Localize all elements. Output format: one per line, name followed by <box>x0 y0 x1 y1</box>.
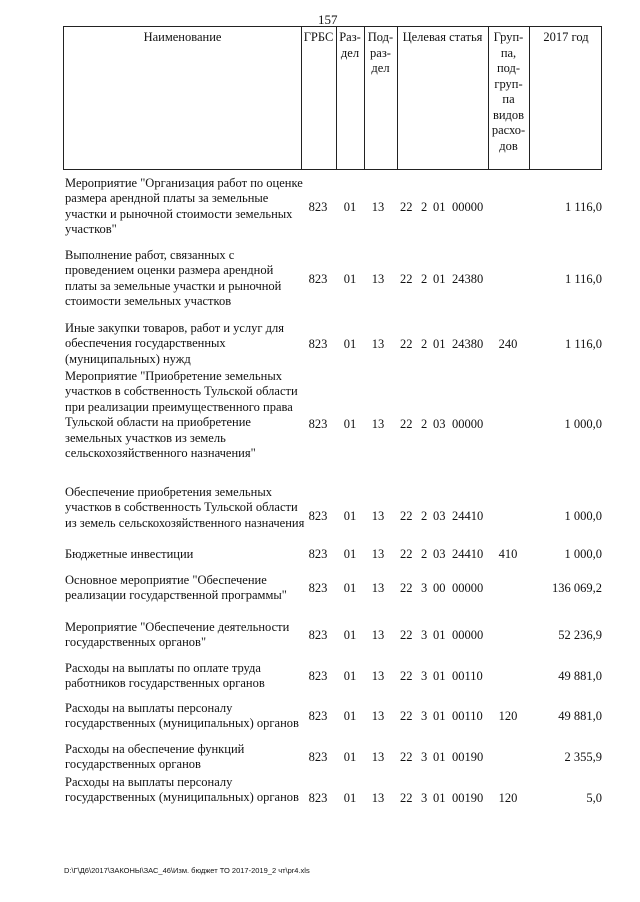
target-article-program: 22 <box>400 417 413 431</box>
target-article-event: 03 <box>433 509 446 523</box>
expense-group-cell: 120 <box>498 791 518 805</box>
target-article-direction: 24410 <box>452 547 484 561</box>
razdel-cell: 01 <box>343 200 357 214</box>
target-article-program: 22 <box>400 547 413 561</box>
amount-cell: 1 000,0 <box>564 547 602 561</box>
grbs-cell: 823 <box>308 200 328 214</box>
target-article-program: 22 <box>400 669 413 683</box>
amount-cell: 5,0 <box>586 791 602 805</box>
target-article-program: 22 <box>400 628 413 642</box>
row-name: Расходы на обеспечение функций государственных органов <box>65 742 245 772</box>
row-name: Бюджетные инвестиции <box>65 547 194 561</box>
amount-cell: 136 069,2 <box>552 581 602 595</box>
target-article-program: 22 <box>400 337 413 351</box>
target-article-direction: 00000 <box>452 417 484 431</box>
amount-cell: 2 355,9 <box>564 750 602 764</box>
target-article-direction: 00000 <box>452 581 484 595</box>
razdel-cell: 01 <box>343 417 357 431</box>
target-article-event: 03 <box>433 417 446 431</box>
column-divider <box>301 27 302 169</box>
header-target-article: Целевая статья <box>402 30 483 44</box>
target-article-subprogram: 2 <box>421 547 428 561</box>
podrazdel-cell: 13 <box>371 417 385 431</box>
target-article-event: 01 <box>433 791 446 805</box>
target-article-event: 01 <box>433 337 446 351</box>
target-article-program: 22 <box>400 581 413 595</box>
target-article-program: 22 <box>400 791 413 805</box>
target-article-event: 01 <box>433 200 446 214</box>
grbs-cell: 823 <box>308 417 328 431</box>
page-number: 157 <box>318 12 338 27</box>
header-grbs: ГРБС <box>303 30 334 44</box>
podrazdel-cell: 13 <box>371 509 385 523</box>
row-name: Расходы на выплаты по оплате труда работников государственных органов <box>65 661 265 691</box>
target-article-subprogram: 2 <box>421 337 428 351</box>
row-name: Расходы на выплаты персоналу государственных (муниципальных) органов <box>65 701 299 731</box>
target-article-subprogram: 2 <box>421 200 428 214</box>
podrazdel-cell: 13 <box>371 628 385 642</box>
grbs-cell: 823 <box>308 750 328 764</box>
target-article-program: 22 <box>400 709 413 723</box>
row-name: Мероприятие "Приобретение земельных участков в собственность Тульской области при реализации преимущественного права Тульской области на приобретение земельных участков из земель сельскохозяйственного назначения" <box>65 369 298 461</box>
target-article-event: 03 <box>433 547 446 561</box>
column-divider <box>529 27 530 169</box>
grbs-cell: 823 <box>308 272 328 286</box>
expense-group-cell: 410 <box>498 547 518 561</box>
column-divider <box>397 27 398 169</box>
podrazdel-cell: 13 <box>371 669 385 683</box>
target-article-program: 22 <box>400 509 413 523</box>
grbs-cell: 823 <box>308 547 328 561</box>
target-article-direction: 00000 <box>452 628 484 642</box>
expense-group-cell: 240 <box>498 337 518 351</box>
amount-cell: 1 000,0 <box>564 417 602 431</box>
file-path-footer: D:\Г\Д6\2017\ЗАКОНЫ\ЗАС_46\Изм. бюджет ТО 2017-2019_2 чт\pr4.xls <box>64 866 310 875</box>
target-article-event: 01 <box>433 628 446 642</box>
row-name: Основное мероприятие "Обеспечение реализации государственной программы" <box>65 573 287 603</box>
amount-cell: 1 116,0 <box>564 337 602 351</box>
row-name: Мероприятие "Организация работ по оценке размера арендной платы за земельные участки и рыночной стоимости земельных участков" <box>65 176 303 237</box>
target-article-event: 01 <box>433 709 446 723</box>
podrazdel-cell: 13 <box>371 337 385 351</box>
podrazdel-cell: 13 <box>371 709 385 723</box>
target-article-direction: 00110 <box>452 709 483 723</box>
podrazdel-cell: 13 <box>371 581 385 595</box>
target-article-direction: 00110 <box>452 669 483 683</box>
target-article-program: 22 <box>400 200 413 214</box>
target-article-event: 00 <box>433 581 446 595</box>
podrazdel-cell: 13 <box>371 791 385 805</box>
target-article-direction: 24380 <box>452 337 484 351</box>
podrazdel-cell: 13 <box>371 750 385 764</box>
podrazdel-cell: 13 <box>371 272 385 286</box>
target-article-subprogram: 2 <box>421 417 428 431</box>
amount-cell: 1 116,0 <box>564 200 602 214</box>
target-article-event: 01 <box>433 669 446 683</box>
amount-cell: 52 236,9 <box>558 628 602 642</box>
razdel-cell: 01 <box>343 337 357 351</box>
razdel-cell: 01 <box>343 669 357 683</box>
row-name: Обеспечение приобретения земельных участков в собственность Тульской области из земель сельскохозяйственного назначения <box>65 485 305 530</box>
amount-cell: 1 116,0 <box>564 272 602 286</box>
podrazdel-cell: 13 <box>371 200 385 214</box>
header-podrazdel: Под- раз- дел <box>367 30 394 75</box>
amount-cell: 1 000,0 <box>564 509 602 523</box>
razdel-cell: 01 <box>343 628 357 642</box>
target-article-direction: 00190 <box>452 791 484 805</box>
target-article-program: 22 <box>400 750 413 764</box>
table-header <box>63 26 602 170</box>
razdel-cell: 01 <box>343 547 357 561</box>
razdel-cell: 01 <box>343 272 357 286</box>
target-article-subprogram: 2 <box>421 509 428 523</box>
header-razdel: Раз- дел <box>339 30 361 60</box>
grbs-cell: 823 <box>308 669 328 683</box>
target-article-direction: 24380 <box>452 272 484 286</box>
grbs-cell: 823 <box>308 581 328 595</box>
header-year: 2017 год <box>543 30 589 44</box>
header-expense-group: Груп- па, под- груп- па видов расхо- дов <box>491 30 526 153</box>
target-article-subprogram: 3 <box>421 669 428 683</box>
target-article-subprogram: 3 <box>421 791 428 805</box>
target-article-subprogram: 3 <box>421 709 428 723</box>
row-name: Мероприятие "Обеспечение деятельности государственных органов" <box>65 620 290 650</box>
target-article-program: 22 <box>400 272 413 286</box>
target-article-direction: 00190 <box>452 750 484 764</box>
grbs-cell: 823 <box>308 337 328 351</box>
expense-group-cell: 120 <box>498 709 518 723</box>
grbs-cell: 823 <box>308 509 328 523</box>
target-article-event: 01 <box>433 272 446 286</box>
row-name: Иные закупки товаров, работ и услуг для обеспечения государственных (муниципальных) нужд <box>65 321 285 366</box>
razdel-cell: 01 <box>343 709 357 723</box>
razdel-cell: 01 <box>343 509 357 523</box>
amount-cell: 49 881,0 <box>558 669 602 683</box>
target-article-direction: 24410 <box>452 509 484 523</box>
target-article-direction: 00000 <box>452 200 484 214</box>
target-article-subprogram: 3 <box>421 628 428 642</box>
podrazdel-cell: 13 <box>371 547 385 561</box>
row-name: Выполнение работ, связанных с проведением оценки размера арендной платы за земельные участки и рыночной стоимости земельных участков <box>65 248 282 309</box>
row-name: Расходы на выплаты персоналу государственных (муниципальных) органов <box>65 775 299 805</box>
target-article-subprogram: 2 <box>421 272 428 286</box>
grbs-cell: 823 <box>308 628 328 642</box>
grbs-cell: 823 <box>308 791 328 805</box>
amount-cell: 49 881,0 <box>558 709 602 723</box>
grbs-cell: 823 <box>308 709 328 723</box>
razdel-cell: 01 <box>343 791 357 805</box>
target-article-subprogram: 3 <box>421 750 428 764</box>
target-article-subprogram: 3 <box>421 581 428 595</box>
target-article-event: 01 <box>433 750 446 764</box>
razdel-cell: 01 <box>343 581 357 595</box>
header-name: Наименование <box>143 30 222 44</box>
razdel-cell: 01 <box>343 750 357 764</box>
